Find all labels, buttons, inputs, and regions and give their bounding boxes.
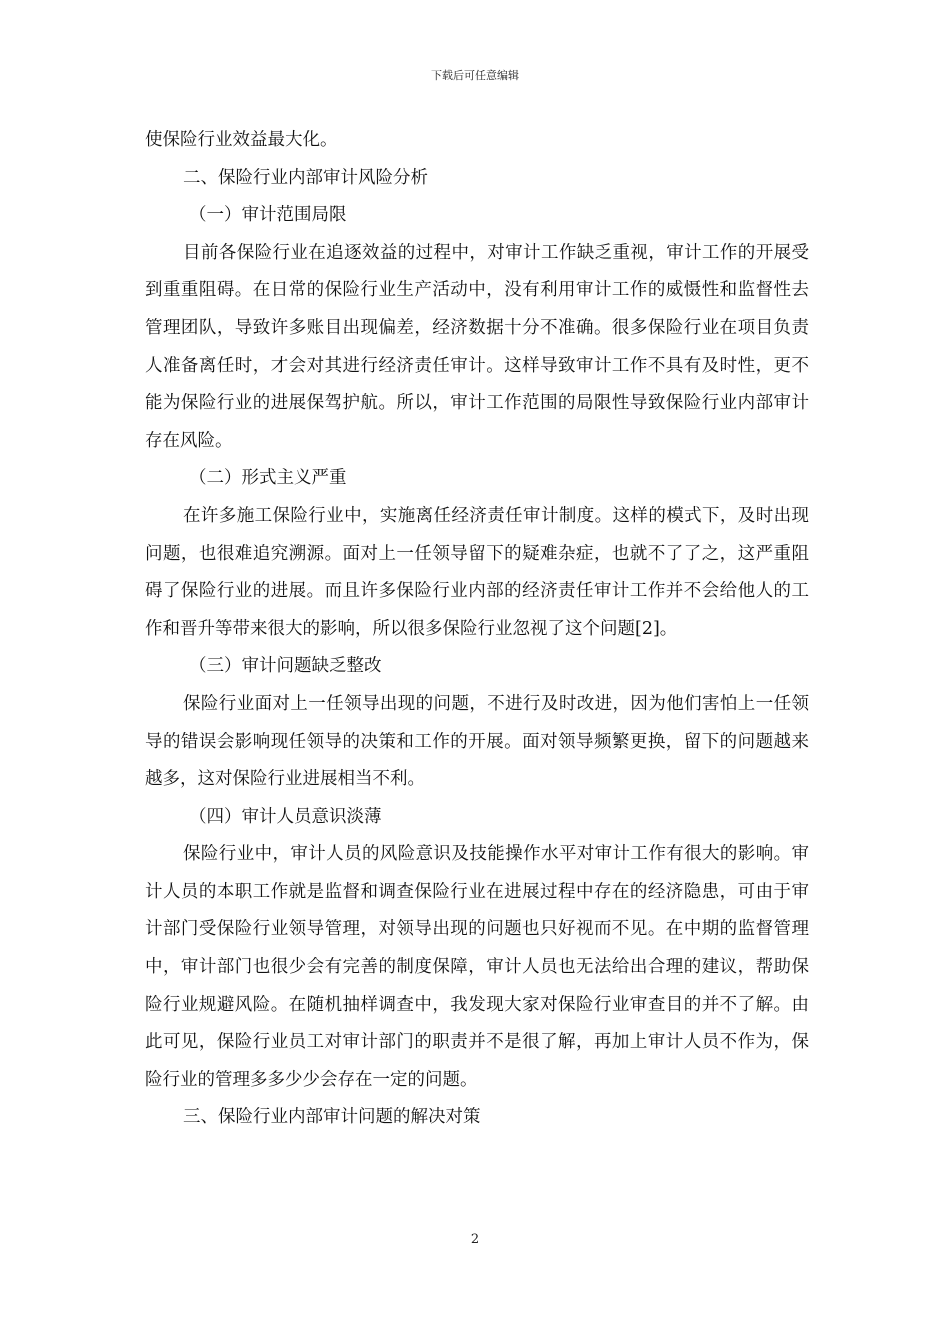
- subheading-4: （四）审计人员意识淡薄: [189, 806, 382, 827]
- paragraph: 目前各保险行业在追逐效益的过程中，对审计工作缺乏重视，审计工作的开展受到重重阻碍。在日常的保险行业生产活动中，没有利用审计工作的威慑性和监督性去管理团队，导致许多账目出现偏差，经济数据十分不准确。很多保险行业在项目负责人准备离任时，才会对其进行经济责任审计。这样导致审计工作不具有及时性，更不能为保险行业的进展保驾护航。所以，审计工作范围的局限性导致保险行业内部审计存在风险。: [145, 242, 809, 451]
- paragraph: 保险行业中，审计人员的风险意识及技能操作水平对审计工作有很大的影响。审计人员的本职工作就是监督和调查保险行业在进展过程中存在的经济隐患，可由于审计部门受保险行业领导管理，对领导出现的问题也只好视而不见。在中期的监督管理中，审计部门也很少会有完善的制度保障，审计人员也无法给出合理的建议，帮助保险行业规避风险。在随机抽样调查中，我发现大家对保险行业审查目的并不了解。由此可见，保险行业员工对审计部门的职责并不是很了解，再加上审计人员不作为，保险行业的管理多多少少会存在一定的问题。: [145, 844, 809, 1090]
- section-heading-2: 二、保险行业内部审计风险分析: [183, 167, 428, 188]
- paragraph: 保险行业面对上一任领导出现的问题，不进行及时改进，因为他们害怕上一任领导的错误会影响现任领导的决策和工作的开展。面对领导频繁更换，留下的问题越来越多，这对保险行业进展相当不利。: [145, 693, 809, 790]
- paragraph-continuation: 使保险行业效益最大化。: [145, 130, 338, 150]
- page-number: 2: [470, 1232, 480, 1247]
- document-body: [145, 122, 809, 1137]
- subheading-1: （一）审计范围局限: [189, 205, 347, 226]
- subheading-3: （三）审计问题缺乏整改: [189, 656, 382, 677]
- section-heading-3: 三、保险行业内部审计问题的解决对策: [183, 1107, 481, 1128]
- header-note: 下载后可任意编辑: [431, 69, 519, 82]
- subheading-2: （二）形式主义严重: [189, 468, 347, 489]
- paragraph: 在许多施工保险行业中，实施离任经济责任审计制度。这样的模式下，及时出现问题，也很难追究溯源。面对上一任领导留下的疑难杂症，也就不了了之，这严重阻碍了保险行业的进展。而且许多保险行业内部的经济责任审计工作并不会给他人的工作和晋升等带来很大的影响，所以很多保险行业忽视了这个问题[2]。: [145, 505, 809, 639]
